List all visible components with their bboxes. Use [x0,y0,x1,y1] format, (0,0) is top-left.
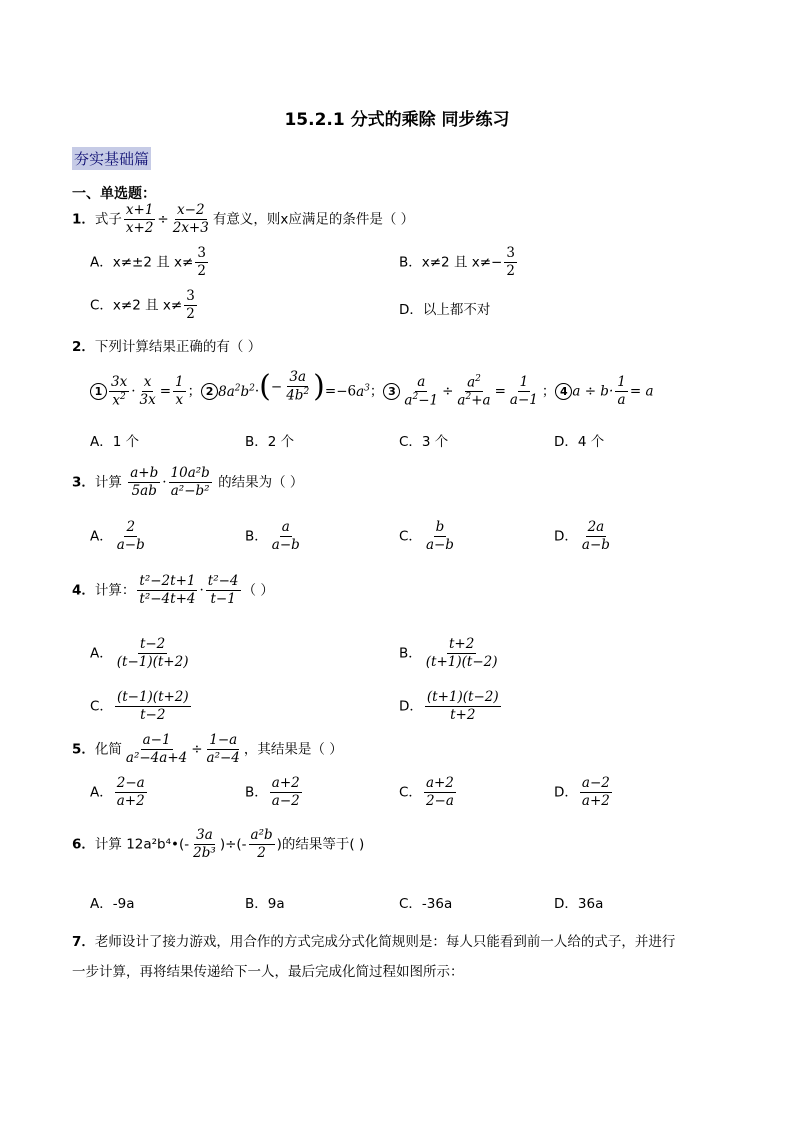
question-number: 1． [72,211,95,228]
option-d[interactable]: D．36a [554,896,604,912]
option-a[interactable]: A．1 个 [90,434,140,450]
option-b[interactable]: B．2 个 [245,434,295,450]
question-number: 2． [72,339,95,355]
item-marker: 4 [555,383,572,400]
question-text: （ ） [242,582,274,599]
option-d[interactable]: D．以上都不对 [399,302,491,318]
question-3: 3．计算 $\frac{a+b}{5ab}$ · $\frac{\text{10a²b}}{\text{a²−b²}}$ 的结果为（ ） [72,465,304,499]
option-a[interactable]: A． $\frac{2}{a-b}$ [90,519,145,553]
question-text: 有意义，则x应满足的条件是（ ） [212,211,415,228]
question-text: 下列计算结果正确的有（ ） [94,339,262,355]
option-a[interactable]: A．-9a [90,896,135,912]
option-a[interactable]: A． $\frac{t-2}{(t-1)(t+2)}$ [90,636,189,670]
fraction: $\frac{x-2}{2x+3}$ [172,202,209,236]
part-heading: 一、单选题： [72,186,156,202]
option-c[interactable]: C． $\frac{(t-1)(t+2)}{t-2}$ [90,689,189,723]
operator: ÷ [157,211,169,228]
option-b[interactable]: B． $\frac{a}{a-b}$ [245,519,300,553]
option-b[interactable]: B． $\frac{t+2}{(t+1)(t-2)}$ [399,636,498,670]
item-marker: 3 [383,383,400,400]
question-2 [72,335,261,355]
option-b[interactable]: B．x≠2 且 x≠− $\frac{3}{2}$ [399,245,515,279]
option-a[interactable]: A． $\frac{2-a}{a+2}$ [90,775,145,809]
option-d[interactable]: D． $\frac{2a}{a-b}$ [554,519,610,553]
question-number: 6． [72,836,95,853]
question-text: 计算 12a²b⁴•(- [94,836,190,853]
fraction: $\frac{x+1}{x+2}$ [125,202,154,236]
page-title: 15.2.1 分式的乘除 同步练习 [284,110,510,130]
question-number: 4． [72,582,95,599]
question-7 [72,930,675,950]
question-text: )的结果等于( ) [276,836,365,853]
option-b[interactable]: B． $\frac{a+2}{a-2}$ [245,775,300,809]
item-marker: 1 [90,383,107,400]
question-text: 式子 [94,211,122,228]
option-c[interactable]: C．x≠2 且 x≠ $\frac{3}{2}$ [90,288,195,322]
option-c[interactable]: C． $\frac{b}{a-b}$ [399,519,454,553]
option-a[interactable]: A．x≠±2 且 x≠ $\frac{3}{2}$ [90,245,206,279]
option-c[interactable]: C．3 个 [399,434,449,450]
option-d[interactable]: D． $\frac{(t+1)(t-2)}{t+2}$ [399,689,499,723]
question-text: 化简 [94,741,122,758]
question-number: 3． [72,474,95,491]
item-marker: 2 [201,383,218,400]
option-c[interactable]: C．-36a [399,896,453,912]
question-number: 5． [72,741,95,758]
question-text: 计算： [94,582,136,599]
question-text: 的结果为（ ） [218,474,304,491]
question-text: 计算 [94,474,122,491]
option-d[interactable]: D．4 个 [554,434,605,450]
option-c[interactable]: C． $\frac{a+2}{2-a}$ [399,775,454,809]
question-2-items: 1 $\frac{3x}{x^2}$ · $\frac{x}{3x}$ = $\frac{1}{x}$ ； 2 $8a^2b^2\cdot$ ( − $\frac{3a}{4b^2}$ ) $=-6a^3$； 3 $\frac{a}{a^2-1}$ ÷ $\frac{a^2}{a^2+a}$ = $\frac{1}{a-1}$ ； 4 a ÷ b· $\frac{1}{a}$ = a [90,370,654,408]
option-b[interactable]: B．9a [245,896,285,912]
question-text: ，其结果是（ ） [243,741,343,758]
question-7-line-2: 一步计算，再将结果传递给下一人，最后完成化简过程如图所示： [72,964,464,980]
section-heading: 夯实基础篇 [72,147,151,170]
option-d[interactable]: D． $\frac{a-2}{a+2}$ [554,775,610,809]
question-5: 5．化简 $\frac{a-1}{\text{a²−4a+4}}$ ÷ $\frac{1-a}{\text{a²−4}}$ ，其结果是（ ） [72,732,343,766]
question-text: 老师设计了接力游戏，用合作的方式完成分式化简规则是：每人只能看到前一人给的式子，并进行 [94,934,676,950]
question-1 [72,203,414,236]
question-6: 6．计算 12a²b⁴•(- $\frac{3a}{\text{2b³}}$ )÷(- $\frac{\text{a²b}}{2}$ )的结果等于( ) [72,827,365,861]
question-number: 7． [72,934,95,950]
question-4: 4．计算： $\frac{\text{t²−2t+1}}{\text{t²−4t+4}}$ · $\frac{\text{t²−4}}{t-1}$ （ ） [72,573,274,607]
